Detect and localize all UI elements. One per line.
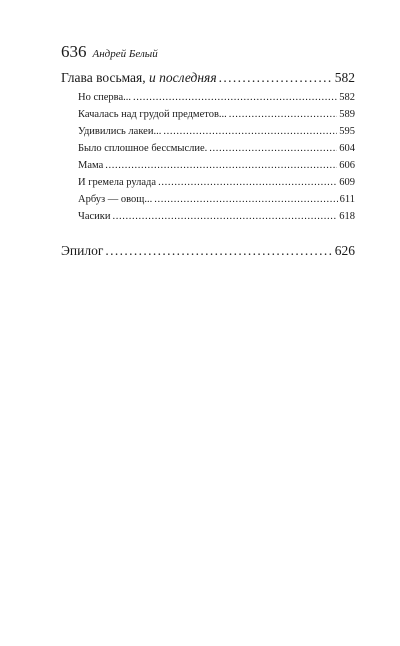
section-title: И гремела рулада [78,177,157,188]
section-page: 606 [339,160,355,171]
dot-leader [158,177,337,188]
toc-epilogue-entry [61,243,355,259]
section-title: Но сперва... [78,92,132,103]
page-header [61,42,158,62]
epilogue-title: Эпилог [61,243,104,258]
section-page: 604 [339,143,355,154]
dot-leader [163,126,337,137]
toc-section-entry [78,92,355,103]
section-title: Было сплошное бессмыслие. [78,143,208,154]
section-title: Удивились лакеи... [78,126,162,137]
toc-section-entry [78,160,355,171]
toc-section-entry [78,177,355,188]
dot-leader [209,143,337,154]
epilogue-page: 626 [334,243,355,258]
section-title: Арбуз — овощ... [78,194,153,205]
section-page: 609 [339,177,355,188]
toc-section-entry [78,126,355,137]
page-number: 636 [61,42,87,61]
toc-section-entry [78,194,355,205]
section-page: 589 [339,109,355,120]
dot-leader [133,92,337,103]
section-title: Часики [78,211,111,222]
section-page: 582 [339,92,355,103]
toc-chapter-entry [61,70,355,86]
toc-section-entry [78,109,355,120]
dot-leader [229,109,337,120]
section-page: 611 [339,194,355,205]
section-page: 595 [339,126,355,137]
dot-leader [105,243,332,259]
dot-leader [105,160,337,171]
dot-leader [112,211,337,222]
chapter-title: Глава восьмая, и последняя [61,70,217,85]
section-title: Качалась над грудой предметов... [78,109,227,120]
section-page: 618 [339,211,355,222]
toc-section-entry [78,143,355,154]
dot-leader [219,70,333,86]
running-title: Андрей Белый [92,48,158,60]
section-title: Мама [78,160,104,171]
dot-leader [154,194,337,205]
toc-section-entry [78,211,355,222]
chapter-page: 582 [334,70,355,85]
